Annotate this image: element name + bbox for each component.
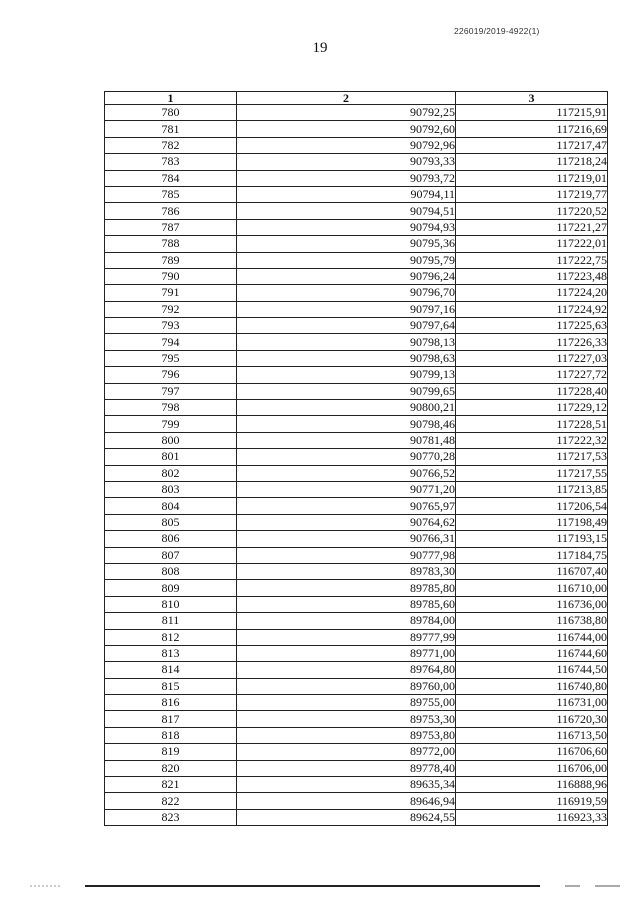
- table-row: [105, 203, 608, 219]
- x-coordinate-cell: 90800,21: [237, 400, 456, 416]
- y-coordinate-cell: 117219,77: [456, 186, 608, 202]
- point-number-cell: 784: [105, 170, 237, 186]
- x-coordinate-cell: 90792,60: [237, 121, 456, 137]
- table-row: [105, 809, 608, 825]
- point-number-cell: 795: [105, 350, 237, 366]
- point-number-cell: 814: [105, 662, 237, 678]
- column-header: 2: [237, 92, 456, 105]
- y-coordinate-cell: 116713,50: [456, 727, 608, 743]
- y-coordinate-cell: 117198,49: [456, 514, 608, 530]
- x-coordinate-cell: 89635,34: [237, 777, 456, 793]
- x-coordinate-cell: 90794,11: [237, 186, 456, 202]
- x-coordinate-cell: 90795,79: [237, 252, 456, 268]
- point-number-cell: 799: [105, 416, 237, 432]
- x-coordinate-cell: 89753,30: [237, 711, 456, 727]
- y-coordinate-cell: 116706,60: [456, 744, 608, 760]
- y-coordinate-cell: 117222,32: [456, 432, 608, 448]
- y-coordinate-cell: 116744,50: [456, 662, 608, 678]
- y-coordinate-cell: 116706,00: [456, 760, 608, 776]
- table-body: [105, 105, 608, 826]
- point-number-cell: 805: [105, 514, 237, 530]
- table-row: [105, 777, 608, 793]
- x-coordinate-cell: 89772,00: [237, 744, 456, 760]
- point-number-cell: 800: [105, 432, 237, 448]
- point-number-cell: 821: [105, 777, 237, 793]
- x-coordinate-cell: 90765,97: [237, 498, 456, 514]
- y-coordinate-cell: 117184,75: [456, 547, 608, 563]
- point-number-cell: 815: [105, 678, 237, 694]
- x-coordinate-cell: 90781,48: [237, 432, 456, 448]
- y-coordinate-cell: 116738,80: [456, 613, 608, 629]
- y-coordinate-cell: 117224,20: [456, 285, 608, 301]
- point-number-cell: 797: [105, 383, 237, 399]
- point-number-cell: 785: [105, 186, 237, 202]
- table-row: [105, 514, 608, 530]
- point-number-cell: 816: [105, 695, 237, 711]
- y-coordinate-cell: 117217,55: [456, 465, 608, 481]
- x-coordinate-cell: 90798,46: [237, 416, 456, 432]
- point-number-cell: 818: [105, 727, 237, 743]
- y-coordinate-cell: 116707,40: [456, 563, 608, 579]
- x-coordinate-cell: 89785,60: [237, 596, 456, 612]
- table-row: [105, 137, 608, 153]
- y-coordinate-cell: 117223,48: [456, 268, 608, 284]
- table-row: [105, 596, 608, 612]
- x-coordinate-cell: 89777,99: [237, 629, 456, 645]
- point-number-cell: 792: [105, 301, 237, 317]
- table-row: [105, 760, 608, 776]
- table-row: [105, 481, 608, 497]
- x-coordinate-cell: 90798,13: [237, 334, 456, 350]
- x-coordinate-cell: 89760,00: [237, 678, 456, 694]
- x-coordinate-cell: 90795,36: [237, 236, 456, 252]
- table-row: [105, 629, 608, 645]
- point-number-cell: 807: [105, 547, 237, 563]
- table-row: [105, 744, 608, 760]
- y-coordinate-cell: 117215,91: [456, 105, 608, 121]
- table-row: [105, 367, 608, 383]
- point-number-cell: 791: [105, 285, 237, 301]
- x-coordinate-cell: 89753,80: [237, 727, 456, 743]
- point-number-cell: 802: [105, 465, 237, 481]
- point-number-cell: 786: [105, 203, 237, 219]
- y-coordinate-cell: 116744,60: [456, 645, 608, 661]
- table-row: [105, 645, 608, 661]
- x-coordinate-cell: 90796,70: [237, 285, 456, 301]
- y-coordinate-cell: 117213,85: [456, 481, 608, 497]
- y-coordinate-cell: 117193,15: [456, 531, 608, 547]
- x-coordinate-cell: 89778,40: [237, 760, 456, 776]
- x-coordinate-cell: 90797,16: [237, 301, 456, 317]
- coordinates-table: [104, 91, 608, 826]
- table-row: [105, 695, 608, 711]
- table-row: [105, 400, 608, 416]
- table-row: [105, 547, 608, 563]
- y-coordinate-cell: 117216,69: [456, 121, 608, 137]
- x-coordinate-cell: 90793,72: [237, 170, 456, 186]
- point-number-cell: 787: [105, 219, 237, 235]
- x-coordinate-cell: 90798,63: [237, 350, 456, 366]
- point-number-cell: 790: [105, 268, 237, 284]
- x-coordinate-cell: 90796,24: [237, 268, 456, 284]
- y-coordinate-cell: 117228,40: [456, 383, 608, 399]
- y-coordinate-cell: 116740,80: [456, 678, 608, 694]
- point-number-cell: 793: [105, 318, 237, 334]
- y-coordinate-cell: 117229,12: [456, 400, 608, 416]
- y-coordinate-cell: 116923,33: [456, 809, 608, 825]
- x-coordinate-cell: 90793,33: [237, 154, 456, 170]
- table-row: [105, 727, 608, 743]
- table-row: [105, 105, 608, 121]
- point-number-cell: 789: [105, 252, 237, 268]
- table-row: [105, 318, 608, 334]
- point-number-cell: 820: [105, 760, 237, 776]
- y-coordinate-cell: 116888,96: [456, 777, 608, 793]
- point-number-cell: 811: [105, 613, 237, 629]
- table-row: [105, 498, 608, 514]
- x-coordinate-cell: 89646,94: [237, 793, 456, 809]
- table-row: [105, 121, 608, 137]
- point-number-cell: 788: [105, 236, 237, 252]
- point-number-cell: 808: [105, 563, 237, 579]
- table-row: [105, 285, 608, 301]
- y-coordinate-cell: 117224,92: [456, 301, 608, 317]
- x-coordinate-cell: 90766,52: [237, 465, 456, 481]
- point-number-cell: 796: [105, 367, 237, 383]
- y-coordinate-cell: 116720,30: [456, 711, 608, 727]
- y-coordinate-cell: 117206,54: [456, 498, 608, 514]
- y-coordinate-cell: 117226,33: [456, 334, 608, 350]
- table-row: [105, 563, 608, 579]
- table-row: [105, 465, 608, 481]
- x-coordinate-cell: 89624,55: [237, 809, 456, 825]
- table-row: [105, 334, 608, 350]
- point-number-cell: 781: [105, 121, 237, 137]
- x-coordinate-cell: 89783,30: [237, 563, 456, 579]
- table-row: [105, 154, 608, 170]
- y-coordinate-cell: 117228,51: [456, 416, 608, 432]
- x-coordinate-cell: 90799,65: [237, 383, 456, 399]
- y-coordinate-cell: 117227,03: [456, 350, 608, 366]
- y-coordinate-cell: 117217,53: [456, 449, 608, 465]
- y-coordinate-cell: 117222,75: [456, 252, 608, 268]
- point-number-cell: 794: [105, 334, 237, 350]
- point-number-cell: 822: [105, 793, 237, 809]
- point-number-cell: 819: [105, 744, 237, 760]
- page-number: 19: [312, 40, 328, 56]
- table-row: [105, 219, 608, 235]
- table-row: [105, 170, 608, 186]
- x-coordinate-cell: 90794,93: [237, 219, 456, 235]
- y-coordinate-cell: 117219,01: [456, 170, 608, 186]
- column-header: 3: [456, 92, 608, 105]
- table-row: [105, 662, 608, 678]
- point-number-cell: 812: [105, 629, 237, 645]
- table-row: [105, 531, 608, 547]
- table-row: [105, 416, 608, 432]
- table-row: [105, 350, 608, 366]
- x-coordinate-cell: 90770,28: [237, 449, 456, 465]
- y-coordinate-cell: 117220,52: [456, 203, 608, 219]
- scan-footer-line: [30, 882, 620, 890]
- point-number-cell: 817: [105, 711, 237, 727]
- table-row: [105, 186, 608, 202]
- x-coordinate-cell: 89784,00: [237, 613, 456, 629]
- point-number-cell: 783: [105, 154, 237, 170]
- point-number-cell: 823: [105, 809, 237, 825]
- y-coordinate-cell: 116919,59: [456, 793, 608, 809]
- table-row: [105, 793, 608, 809]
- point-number-cell: 809: [105, 580, 237, 596]
- column-header: 1: [105, 92, 237, 105]
- table-row: [105, 711, 608, 727]
- x-coordinate-cell: 90771,20: [237, 481, 456, 497]
- table-row: [105, 236, 608, 252]
- table-row: [105, 580, 608, 596]
- table-row: [105, 383, 608, 399]
- y-coordinate-cell: 117222,01: [456, 236, 608, 252]
- point-number-cell: 813: [105, 645, 237, 661]
- point-number-cell: 803: [105, 481, 237, 497]
- y-coordinate-cell: 116744,00: [456, 629, 608, 645]
- x-coordinate-cell: 90792,25: [237, 105, 456, 121]
- point-number-cell: 782: [105, 137, 237, 153]
- x-coordinate-cell: 90799,13: [237, 367, 456, 383]
- table-row: [105, 252, 608, 268]
- x-coordinate-cell: 90794,51: [237, 203, 456, 219]
- table-row: [105, 613, 608, 629]
- x-coordinate-cell: 89764,80: [237, 662, 456, 678]
- point-number-cell: 804: [105, 498, 237, 514]
- point-number-cell: 798: [105, 400, 237, 416]
- point-number-cell: 806: [105, 531, 237, 547]
- x-coordinate-cell: 89755,00: [237, 695, 456, 711]
- table-row: [105, 449, 608, 465]
- y-coordinate-cell: 117221,27: [456, 219, 608, 235]
- y-coordinate-cell: 117217,47: [456, 137, 608, 153]
- x-coordinate-cell: 90792,96: [237, 137, 456, 153]
- table-header-row: [105, 92, 608, 105]
- y-coordinate-cell: 117227,72: [456, 367, 608, 383]
- x-coordinate-cell: 90777,98: [237, 547, 456, 563]
- y-coordinate-cell: 117225,63: [456, 318, 608, 334]
- x-coordinate-cell: 89785,80: [237, 580, 456, 596]
- table-row: [105, 301, 608, 317]
- x-coordinate-cell: 89771,00: [237, 645, 456, 661]
- x-coordinate-cell: 90766,31: [237, 531, 456, 547]
- y-coordinate-cell: 116736,00: [456, 596, 608, 612]
- x-coordinate-cell: 90764,62: [237, 514, 456, 530]
- table-row: [105, 432, 608, 448]
- table-row: [105, 268, 608, 284]
- point-number-cell: 801: [105, 449, 237, 465]
- y-coordinate-cell: 117218,24: [456, 154, 608, 170]
- document-reference: 226019/2019-4922(1): [454, 26, 540, 36]
- y-coordinate-cell: 116731,00: [456, 695, 608, 711]
- point-number-cell: 810: [105, 596, 237, 612]
- table-row: [105, 678, 608, 694]
- point-number-cell: 780: [105, 105, 237, 121]
- x-coordinate-cell: 90797,64: [237, 318, 456, 334]
- y-coordinate-cell: 116710,00: [456, 580, 608, 596]
